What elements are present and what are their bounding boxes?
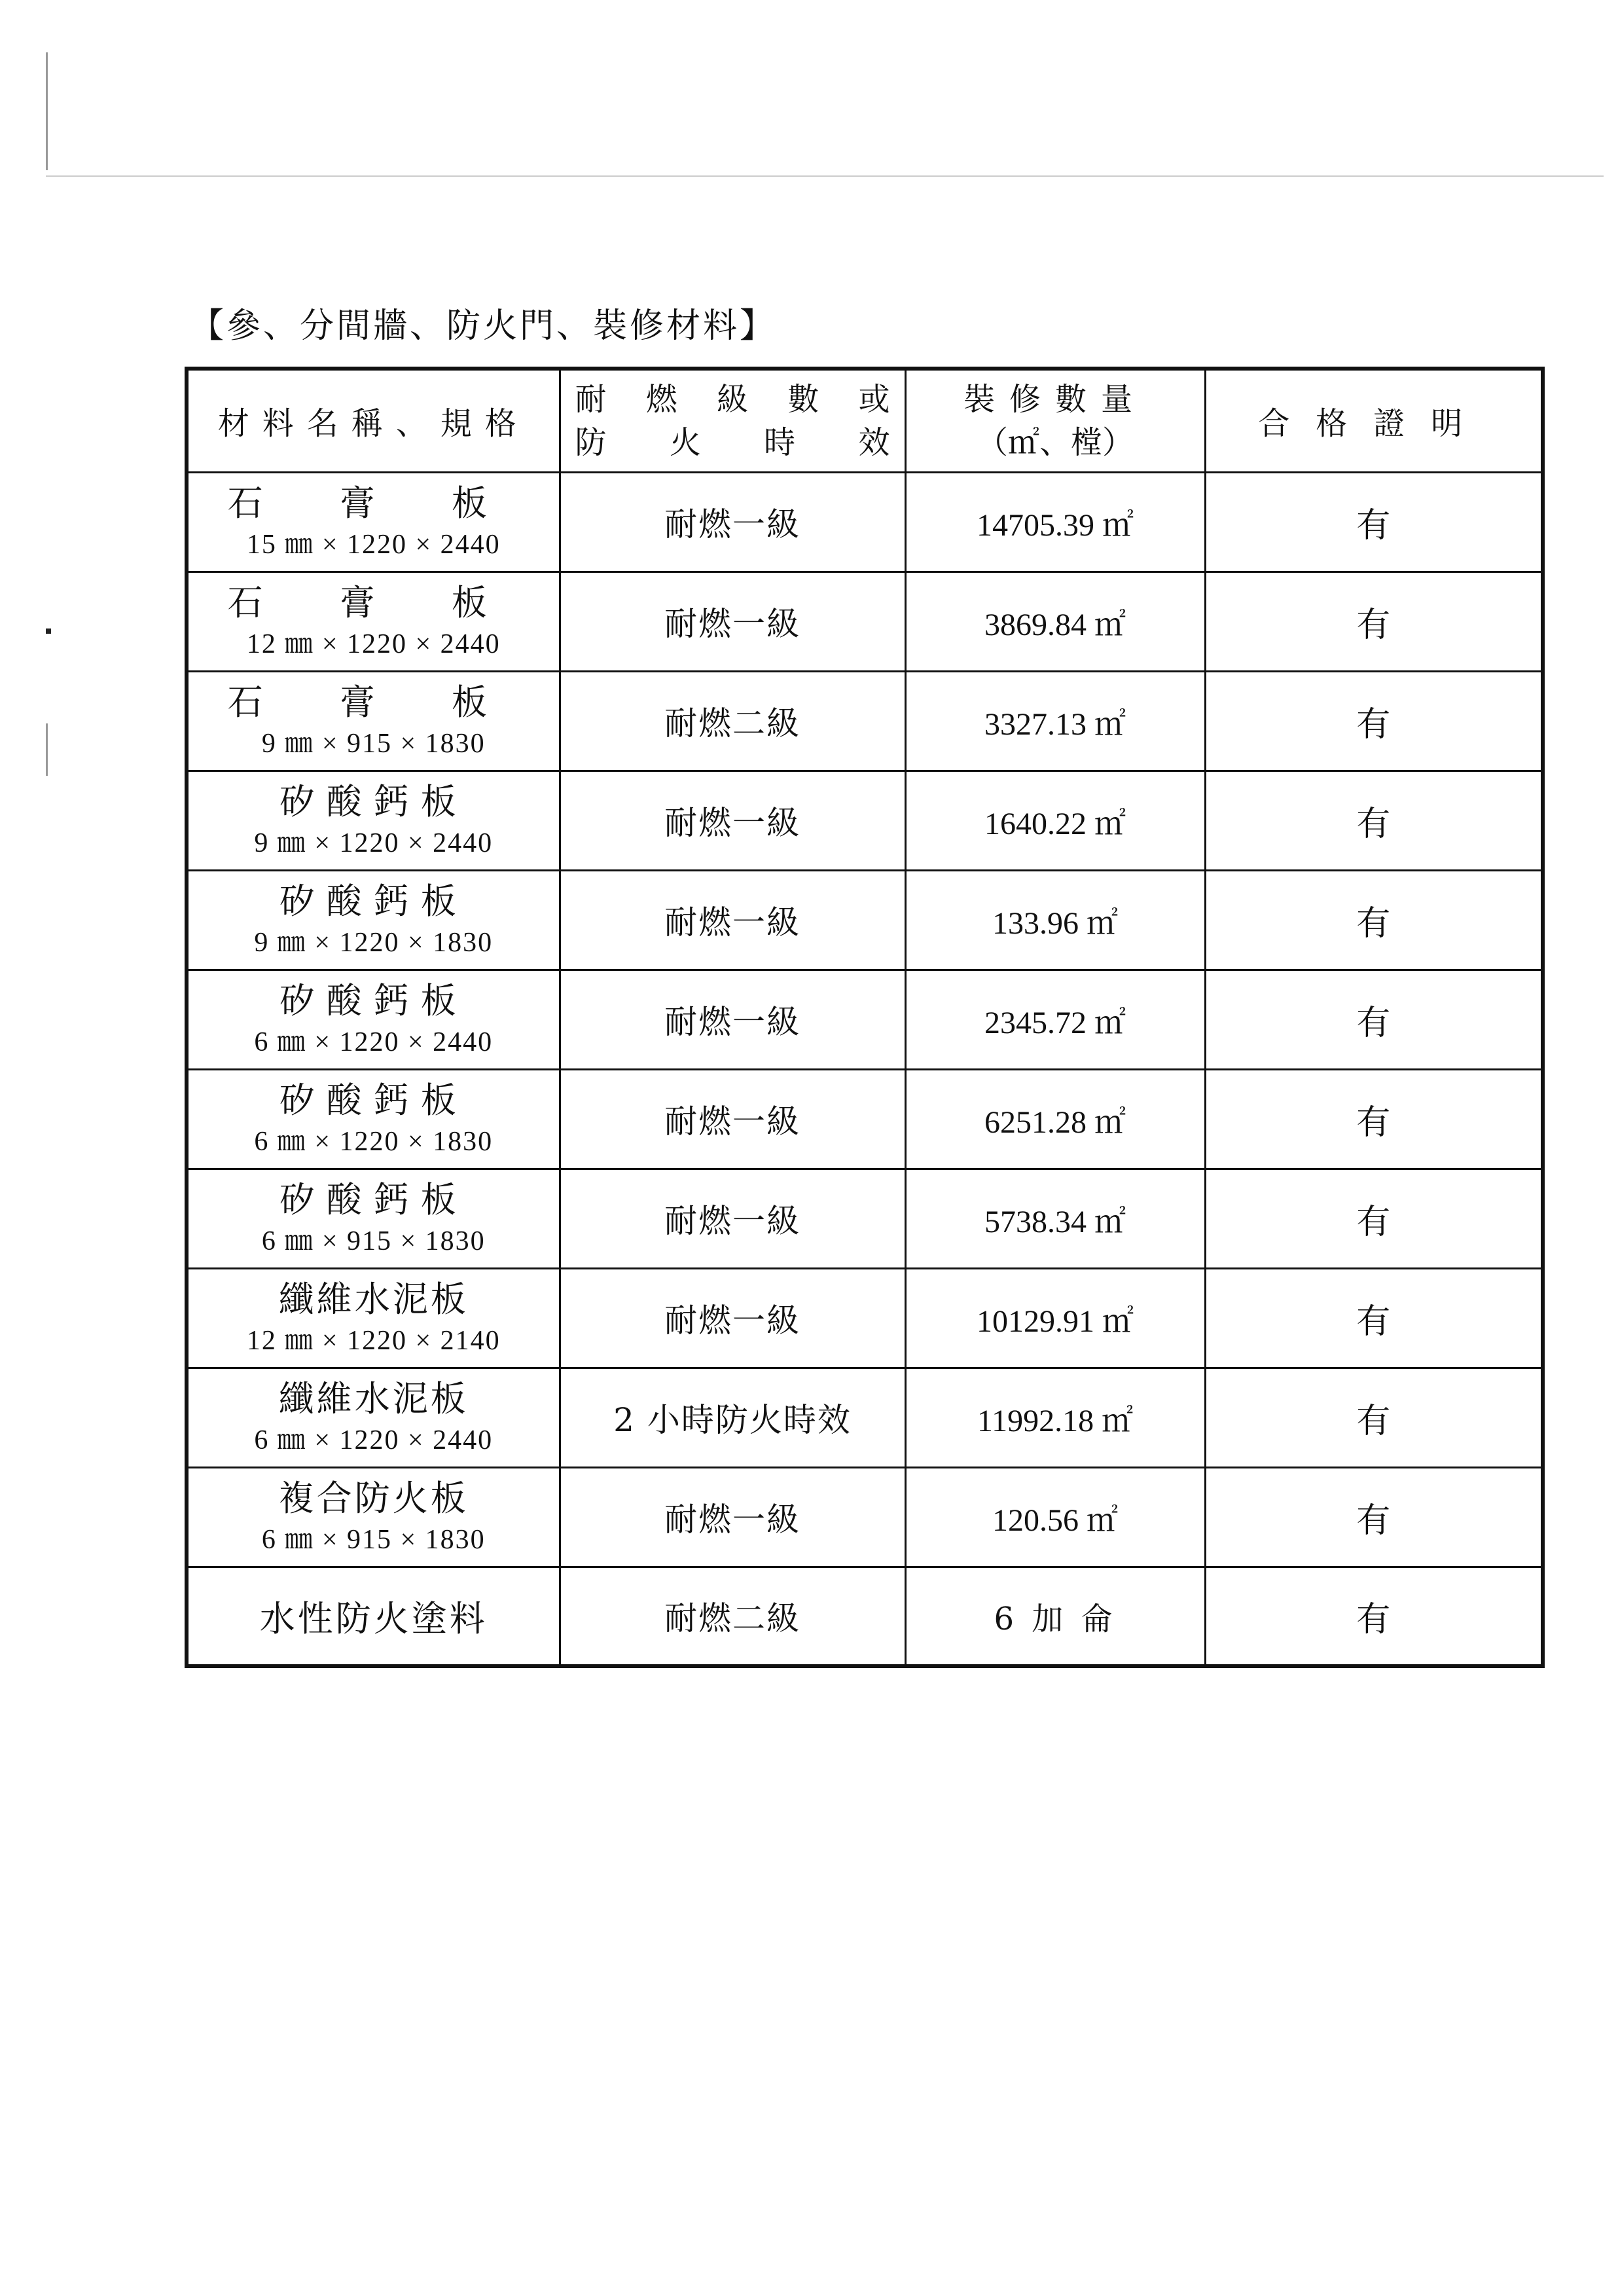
cell-certificate: 有 — [1205, 1368, 1543, 1467]
material-name: 矽酸鈣板 — [279, 1080, 468, 1121]
material-name: 矽酸鈣板 — [279, 1179, 468, 1220]
header-grade — [560, 369, 905, 472]
scan-mark-top — [46, 175, 1604, 177]
cell-quantity: 3327.13 ㎡ — [905, 671, 1205, 771]
header-cert — [1205, 369, 1543, 472]
cell-material — [187, 1467, 560, 1567]
cell-grade: 耐燃二級 — [560, 671, 905, 771]
table-row — [187, 572, 1543, 671]
header-qty-line1: 裝修數量 — [963, 380, 1147, 418]
cell-certificate: 有 — [1205, 1567, 1543, 1666]
table-row — [187, 1368, 1543, 1467]
material-spec: 6 ㎜ × 915 × 1830 — [261, 1525, 486, 1555]
table-row — [187, 472, 1543, 572]
table-header-row — [187, 369, 1543, 472]
cell-grade: 耐燃一級 — [560, 1169, 905, 1268]
cell-material — [187, 1567, 560, 1666]
table-row — [187, 1268, 1543, 1368]
table-row — [187, 771, 1543, 870]
material-spec: 12 ㎜ × 1220 × 2440 — [246, 629, 501, 659]
material-name: 矽酸鈣板 — [279, 980, 468, 1021]
cell-certificate: 有 — [1205, 1069, 1543, 1169]
material-spec: 12 ㎜ × 1220 × 2140 — [246, 1326, 501, 1356]
material-spec: 9 ㎜ × 915 × 1830 — [261, 729, 486, 759]
cell-material — [187, 1368, 560, 1467]
cell-certificate: 有 — [1205, 870, 1543, 970]
scan-mark-left-2 — [46, 629, 51, 634]
cell-material — [187, 870, 560, 970]
cell-grade: 耐燃一級 — [560, 1467, 905, 1567]
cell-quantity: 3869.84 ㎡ — [905, 572, 1205, 671]
scan-mark-left — [46, 52, 48, 170]
cell-certificate: 有 — [1205, 771, 1543, 870]
cell-certificate: 有 — [1205, 1169, 1543, 1268]
material-spec: 9 ㎜ × 1220 × 1830 — [254, 928, 494, 958]
cell-quantity: 2345.72 ㎡ — [905, 970, 1205, 1069]
cell-grade: 耐燃一級 — [560, 870, 905, 970]
material-spec: 6 ㎜ × 915 × 1830 — [261, 1226, 486, 1256]
cell-grade: 耐燃一級 — [560, 572, 905, 671]
cell-quantity: 11992.18 ㎡ — [905, 1368, 1205, 1467]
material-spec: 9 ㎜ × 1220 × 2440 — [254, 828, 494, 858]
table-row — [187, 1069, 1543, 1169]
cell-material — [187, 1069, 560, 1169]
table-row — [187, 1467, 1543, 1567]
section-heading: 【參、分間牆、防火門、裝修材料】 — [190, 306, 777, 346]
material-spec: 6 ㎜ × 1220 × 1830 — [254, 1127, 494, 1157]
header-name — [187, 369, 560, 472]
cell-certificate: 有 — [1205, 671, 1543, 771]
material-name: 水性防火塗料 — [259, 1597, 488, 1639]
header-qty-line2: （㎡、樘） — [976, 424, 1134, 461]
cell-quantity: 6 加 侖 — [905, 1567, 1205, 1666]
material-name: 複合防火板 — [278, 1478, 469, 1519]
cell-certificate: 有 — [1205, 970, 1543, 1069]
cell-certificate: 有 — [1205, 1268, 1543, 1368]
scan-mark-left-3 — [46, 723, 48, 776]
table-row — [187, 671, 1543, 771]
material-name: 石 膏 板 — [227, 682, 520, 723]
material-name: 矽酸鈣板 — [279, 781, 468, 822]
table-row — [187, 870, 1543, 970]
cell-material — [187, 771, 560, 870]
cell-quantity: 1640.22 ㎡ — [905, 771, 1205, 870]
table-row — [187, 970, 1543, 1069]
cell-material — [187, 970, 560, 1069]
cell-certificate: 有 — [1205, 472, 1543, 572]
cell-quantity: 6251.28 ㎡ — [905, 1069, 1205, 1169]
cell-grade: 耐燃一級 — [560, 771, 905, 870]
cell-material — [187, 1268, 560, 1368]
cell-quantity: 120.56 ㎡ — [905, 1467, 1205, 1567]
cell-grade: 耐燃一級 — [560, 472, 905, 572]
cell-quantity: 14705.39 ㎡ — [905, 472, 1205, 572]
table-row — [187, 1169, 1543, 1268]
material-name: 石 膏 板 — [227, 483, 520, 524]
cell-material — [187, 671, 560, 771]
cell-quantity: 133.96 ㎡ — [905, 870, 1205, 970]
material-name: 纖維水泥板 — [278, 1378, 469, 1419]
material-spec: 15 ㎜ × 1220 × 2440 — [246, 530, 501, 560]
material-spec: 6 ㎜ × 1220 × 2440 — [254, 1425, 494, 1455]
cell-quantity: 5738.34 ㎡ — [905, 1169, 1205, 1268]
cell-grade: 耐燃二級 — [560, 1567, 905, 1666]
header-name-label: 材料名稱、規格 — [217, 405, 530, 443]
header-grade-line1: 耐燃級數或 — [575, 380, 890, 418]
cell-certificate: 有 — [1205, 572, 1543, 671]
cell-grade: 耐燃一級 — [560, 1069, 905, 1169]
cell-material — [187, 472, 560, 572]
cell-quantity: 10129.91 ㎡ — [905, 1268, 1205, 1368]
material-spec: 6 ㎜ × 1220 × 2440 — [254, 1027, 494, 1057]
cell-material — [187, 1169, 560, 1268]
header-qty — [905, 369, 1205, 472]
material-name: 矽酸鈣板 — [279, 881, 468, 922]
cell-grade: 耐燃一級 — [560, 970, 905, 1069]
cell-material — [187, 572, 560, 671]
material-name: 石 膏 板 — [227, 582, 520, 623]
materials-table — [185, 367, 1545, 1668]
material-name: 纖維水泥板 — [278, 1279, 469, 1320]
header-cert-label: 合格證明 — [1258, 405, 1489, 443]
cell-grade: 2 小時防火時效 — [560, 1368, 905, 1467]
table-row — [187, 1567, 1543, 1666]
header-grade-line2: 防火時效 — [575, 424, 890, 461]
cell-certificate: 有 — [1205, 1467, 1543, 1567]
cell-grade: 耐燃一級 — [560, 1268, 905, 1368]
